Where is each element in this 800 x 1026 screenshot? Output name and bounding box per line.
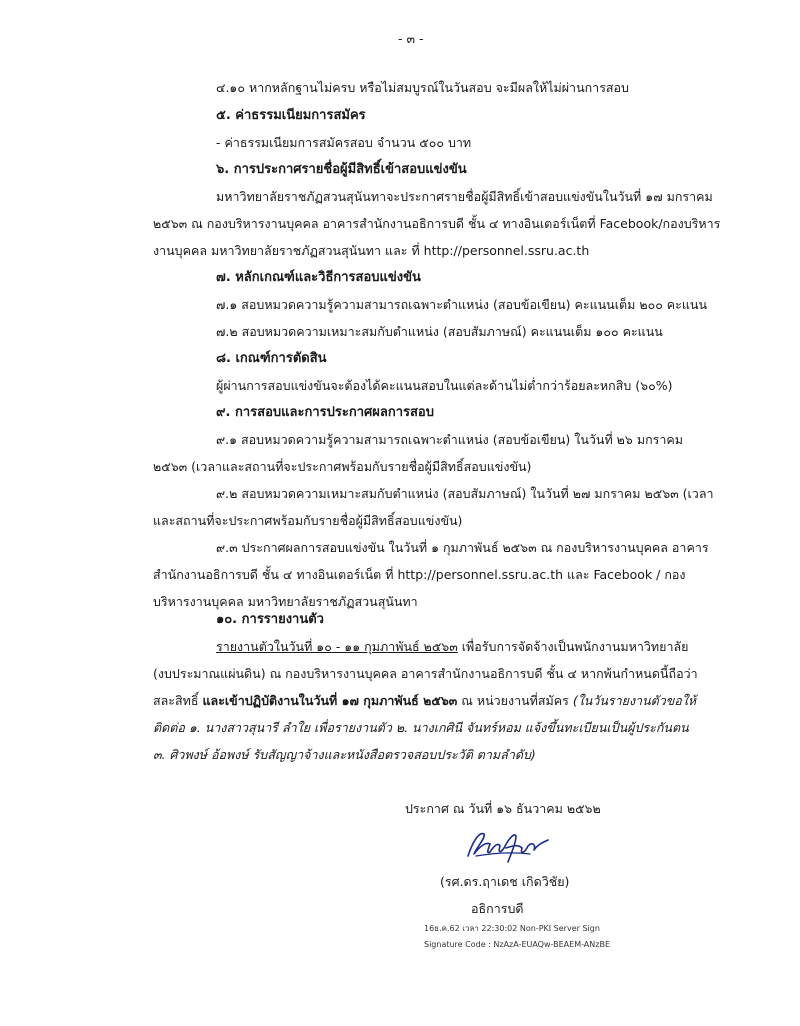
item-4-10: ๔.๑๐ หากหลักฐานไม่ครบ หรือไม่สมบูรณ์ในวันสอบ จะมีผลให้ไม่ผ่านการสอบ — [216, 80, 629, 95]
heading-9: ๙. การสอบและการประกาศผลการสอบ — [216, 405, 434, 420]
at-unit-text: ณ หน่วยงานที่สมัคร — [457, 693, 573, 708]
item-9-2-line2: และสถานที่จะประกาศพร้อมกับรายชื่อผู้มีสิทธิ์สอบแข่งขัน) — [153, 513, 463, 528]
item-7-1: ๗.๑ สอบหมวดความรู้ความสามารถเฉพาะตำแหน่ง (สอบข้อเขียน) คะแนนเต็ม ๒๐๐ คะแนน — [216, 297, 708, 312]
para-10-line1 — [216, 639, 689, 655]
para-6-line3: งานบุคคล มหาวิทยาลัยราชภัฏสวนสุนันทา และ ที่ http://personnel.ssru.ac.th — [153, 243, 590, 258]
signer-title: อธิการบดี — [471, 901, 524, 916]
heading-6: ๖. การประกาศรายชื่อผู้มีสิทธิ์เข้าสอบแข่งขัน — [216, 162, 467, 177]
start-work-date: และเข้าปฏิบัติงานในวันที่ ๑๗ กุมภาพันธ์ ๒๕๖๓ — [202, 693, 458, 708]
signer-name: (รศ.ดร.ฤาเดช เกิดวิชัย) — [440, 874, 570, 889]
item-9-3-line2: สำนักงานอธิการบดี ชั้น ๔ ทางอินเตอร์เน็ต ที่ http://personnel.ssru.ac.th และ Facebook / กอง — [153, 567, 686, 582]
item-7-2: ๗.๒ สอบหมวดความเหมาะสมกับตำแหน่ง (สอบสัมภาษณ์) คะแนนเต็ม ๑๐๐ คะแนน — [216, 324, 663, 339]
digital-sign-line1: 16ธ.ค.62 เวลา 22:30:02 Non-PKI Server Sign — [424, 924, 600, 933]
para-10-line1-rest: เพื่อรับการจัดจ้างเป็นพนักงานมหาวิทยาลัย — [457, 639, 689, 654]
para-10-line5: ๓. ศิวพงษ์ อ้อพงษ์ รับสัญญาจ้างและหนังสือตรวจสอบประวัติ ตามลำดับ) — [153, 747, 536, 762]
item-9-1-line2: ๒๕๖๓ (เวลาและสถานที่จะประกาศพร้อมกับรายชื่อผู้มีสิทธิ์สอบแข่งขัน) — [153, 459, 532, 474]
item-9-3-line1: ๙.๓ ประกาศผลการสอบแข่งขัน ในวันที่ ๑ กุมภาพันธ์ ๒๕๖๓ ณ กองบริหารงานบุคคล อาคาร — [216, 540, 709, 555]
heading-8: ๘. เกณฑ์การตัดสิน — [216, 351, 327, 366]
item-9-2-line1: ๙.๒ สอบหมวดความเหมาะสมกับตำแหน่ง (สอบสัมภาษณ์) ในวันที่ ๒๗ มกราคม ๒๕๖๓ (เวลา — [216, 486, 714, 501]
para-6-line2: ๒๕๖๓ ณ กองบริหารงานบุคคล อาคารสำนักงานอธิการบดี ชั้น ๔ ทางอินเตอร์เน็ตที่ Facebook/กองบริหาร — [153, 216, 721, 231]
announcement-date: ประกาศ ณ วันที่ ๑๖ ธันวาคม ๒๕๖๒ — [405, 801, 601, 816]
page-number: - ๓ - — [398, 31, 424, 46]
para-10-line2: (งบประมาณแผ่นดิน) ณ กองบริหารงานบุคคล อาคารสำนักงานอธิการบดี ชั้น ๔ หากพ้นกำหนดนี้ถือว่า — [153, 666, 698, 681]
heading-10: ๑๐. การรายงานตัว — [216, 612, 324, 627]
signature-image — [464, 826, 556, 866]
item-9-3-line3: บริหารงานบุคคล มหาวิทยาลัยราชภัฏสวนสุนันทา — [153, 594, 418, 609]
heading-5: ๕. ค่าธรรมเนียมการสมัคร — [216, 108, 366, 123]
report-dates-underlined: รายงานตัวในวันที่ ๑๐ - ๑๑ กุมภาพันธ์ ๒๕๖๓ — [216, 639, 458, 654]
para-10-line3 — [153, 693, 696, 709]
heading-7: ๗. หลักเกณฑ์และวิธีการสอบแข่งขัน — [216, 270, 421, 285]
forfeit-text: สละสิทธิ์ — [153, 693, 203, 708]
para-10-line4: ติดต่อ ๑. นางสาวสุนารี ลำใย เพื่อรายงานตัว ๒. นางเกศินี จันทร์หอม แจ้งขึ้นทะเบียนเป็นผู้ประกันตน — [153, 720, 689, 735]
item-9-1-line1: ๙.๑ สอบหมวดความรู้ความสามารถเฉพาะตำแหน่ง (สอบข้อเขียน) ในวันที่ ๒๖ มกราคม — [216, 432, 683, 447]
contact-note-start: (ในวันรายงานตัวขอให้ — [572, 693, 697, 708]
para-6-line1: มหาวิทยาลัยราชภัฏสวนสุนันทาจะประกาศรายชื่อผู้มีสิทธิ์เข้าสอบแข่งขันในวันที่ ๑๗ มกราคม — [216, 189, 713, 204]
para-8: ผู้ผ่านการสอบแข่งขันจะต้องได้คะแนนสอบในแต่ละด้านไม่ต่ำกว่าร้อยละหกสิบ (๖๐%) — [216, 378, 673, 393]
fee-line: - ค่าธรรมเนียมการสมัครสอบ จำนวน ๕๐๐ บาท — [216, 135, 472, 150]
digital-sign-line2: Signature Code : NzAzA-EUAQw-BEAEM-ANzBE — [424, 940, 611, 949]
